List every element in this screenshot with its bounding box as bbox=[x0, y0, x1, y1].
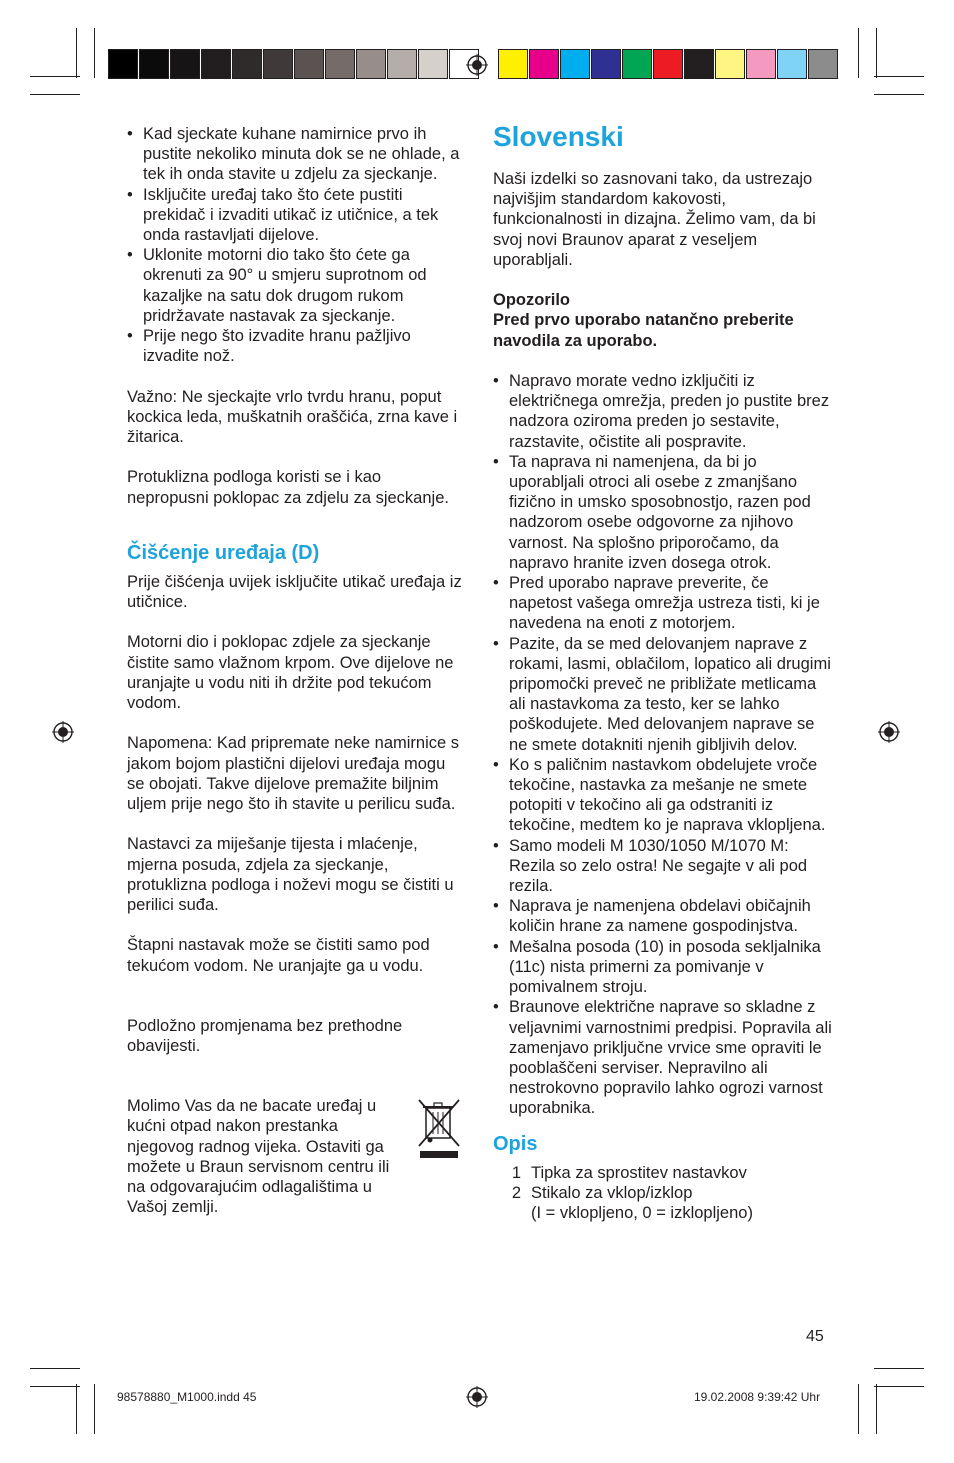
crop-mark bbox=[874, 1368, 924, 1369]
list-item: • Pred uporabo naprave preverite, če napetost vašega omrežja ustreza tisti, ki je navedena na enoti z motorjem. bbox=[493, 573, 833, 634]
item-text: Tipka za sprostitev nastavkov bbox=[531, 1163, 747, 1182]
color-bar bbox=[498, 49, 839, 81]
paragraph: Napomena: Kad pripremate neke namirnice s jakom bojom plastični dijelovi uređaja mogu se obojati. Takve dijelove premažite biljnim uljem prije nego što ih stavite u perilicu suđa. bbox=[127, 734, 460, 814]
paragraph-disposal: Molimo Vas da ne bacate uređaj u kućni otpad nakon prestanka njegovog radnog vijeka. Ostaviti ga možete u Braun servisnom centru ili na odgovarajućim odlagalištima u Vašoj zemlji. bbox=[127, 1097, 390, 1217]
grayscale-bar bbox=[108, 49, 480, 81]
safety-bullet-list bbox=[493, 371, 833, 1119]
item-number: 1 bbox=[511, 1163, 521, 1182]
paragraph: Motorni dio i poklopac zdjele za sjeckanje čistite samo vlažnom krpom. Ove dijelove ne uranjajte u vodu niti ih držite pod tekućom vodom. bbox=[127, 633, 454, 713]
color-swatch bbox=[232, 49, 262, 79]
list-item: • Prije nego što izvadite hranu pažljivo izvadite nož. bbox=[127, 326, 462, 366]
crop-mark bbox=[30, 1386, 80, 1387]
color-swatch bbox=[325, 49, 355, 79]
safety-bullet-list bbox=[127, 124, 462, 366]
paragraph: Prije čišćenja uvijek isključite utikač uređaja iz utičnice. bbox=[127, 572, 462, 612]
color-swatch bbox=[560, 49, 590, 79]
color-swatch bbox=[108, 49, 138, 79]
crop-mark bbox=[874, 76, 924, 77]
list-item: • Mešalna posoda (10) in posoda sekljalnika (11c) nista primerni za pomivanje v pomivalnem stroju. bbox=[493, 937, 833, 998]
item-text: Stikalo za vklop/izklop bbox=[531, 1183, 693, 1202]
paragraph: Nastavci za miješanje tijesta i mlaćenje, mjerna posuda, zdjela za sjeckanje, protuklizna podloga i noževi mogu se čistiti u perilici suđa. bbox=[127, 835, 454, 915]
color-swatch bbox=[622, 49, 652, 79]
color-swatch bbox=[201, 49, 231, 79]
crop-mark bbox=[30, 1368, 80, 1369]
color-swatch bbox=[684, 49, 714, 79]
crop-mark bbox=[858, 28, 859, 78]
color-swatch bbox=[777, 49, 807, 79]
crop-mark bbox=[30, 76, 80, 77]
list-item bbox=[493, 1163, 833, 1183]
list-item bbox=[493, 1183, 833, 1203]
list-item: • Isključite uređaj tako što ćete pustiti prekidač i izvaditi utikač iz utičnice, a tek onda rastavljati dijelove. bbox=[127, 185, 462, 246]
list-item: • Naprava je namenjena obdelavi običajnih količin hrane za namene gospodinjstva. bbox=[493, 896, 833, 936]
color-swatch bbox=[294, 49, 324, 79]
list-item: • Ta naprava ni namenjena, da bi jo uporabljali otroci ali osebe z zmanjšano fizično in umsko sposobnostjo, razen pod nadzorom osebe odgovorne za njihovo varnost. Na splošno priporočamo, da napravo hranite izven dosega otrok. bbox=[493, 452, 833, 573]
footer-filename: 98578880_M1000.indd 45 bbox=[117, 1390, 257, 1404]
color-swatch bbox=[653, 49, 683, 79]
left-column bbox=[127, 124, 462, 1217]
list-item: • Braunove električne naprave so skladne z veljavnimi varnostnimi predpisi. Popravila ali zamenjavo priključne vrvice sme opraviti le pooblaščeni serviser. Nepravilno ali nestrokovno popravilo lahko ogrozi varnost uporabnika. bbox=[493, 997, 833, 1118]
color-swatch bbox=[139, 49, 169, 79]
crop-mark bbox=[876, 28, 877, 78]
registration-mark-icon bbox=[466, 54, 488, 76]
paragraph-subject-to-change: Podložno promjenama bez prethodne obavijesti. bbox=[127, 1016, 403, 1056]
list-item: • Samo modeli M 1030/1050 M/1070 M: Rezila so zelo ostra! Ne segajte v ali pod rezila. bbox=[493, 836, 833, 897]
color-swatch bbox=[746, 49, 776, 79]
paragraph-important: Važno: Ne sjeckajte vrlo tvrdu hranu, poput kockica leda, muškatnih oraščića, zrna kave i žitarica. bbox=[127, 387, 458, 447]
list-item bbox=[493, 1203, 833, 1223]
warning-text: Pred prvo uporabo natančno preberite navodila za uporabo. bbox=[493, 311, 794, 350]
registration-mark-icon bbox=[466, 1386, 488, 1408]
crop-mark bbox=[76, 28, 77, 78]
registration-mark-icon bbox=[878, 721, 900, 743]
section-heading-description: Opis bbox=[493, 1132, 538, 1155]
color-swatch bbox=[263, 49, 293, 79]
page-title: Slovenski bbox=[493, 121, 624, 152]
color-swatch bbox=[808, 49, 838, 79]
list-item: • Pazite, da se med delovanjem naprave z rokami, lasmi, oblačilom, lopatico ali drugimi pripomočki preveč ne približate metlicama ali nastavkoma za testo, ker se lahko poškodujete. Med delovanjem naprave se ne smete dotakniti njenih gibljivih delov. bbox=[493, 634, 833, 755]
color-swatch bbox=[387, 49, 417, 79]
crop-mark bbox=[30, 94, 80, 95]
item-number: 2 bbox=[511, 1183, 521, 1202]
item-text: (I = vklopljeno, 0 = izklopljeno) bbox=[531, 1203, 753, 1222]
color-swatch bbox=[356, 49, 386, 79]
description-list bbox=[493, 1163, 833, 1224]
list-item: • Uklonite motorni dio tako što ćete ga okrenuti za 90° u smjeru suprotnom od kazaljke na satu dok drugom rukom pridržavate nastavak za sjeckanje. bbox=[127, 245, 462, 326]
warning-label: Opozorilo bbox=[493, 291, 570, 310]
footer-timestamp: 19.02.2008 9:39:42 Uhr bbox=[694, 1390, 821, 1404]
crop-mark bbox=[876, 1384, 877, 1434]
color-swatch bbox=[591, 49, 621, 79]
paragraph-intro: Naši izdelki so zasnovani tako, da ustrezajo najvišjim standardom kakovosti, funkcionalnosti in dizajna. Želimo vam, da bi svoj novi Braunov aparat z veseljem uporabljali. bbox=[493, 170, 816, 269]
list-item: • Kad sjeckate kuhane namirnice prvo ih pustite nekoliko minuta dok se ne ohlade, a tek ih onda stavite u zdjelu za sjeckanje. bbox=[127, 124, 462, 185]
section-heading-cleaning: Čišćenje uređaja (D) bbox=[127, 541, 320, 564]
paragraph: Štapni nastavak može se čistiti samo pod tekućom vodom. Ne uranjajte ga u vodu. bbox=[127, 936, 430, 975]
crop-mark bbox=[76, 1384, 77, 1434]
color-swatch bbox=[498, 49, 528, 79]
page-number: 45 bbox=[806, 1328, 824, 1345]
crop-mark bbox=[874, 1386, 924, 1387]
color-swatch bbox=[529, 49, 559, 79]
crop-mark bbox=[858, 1384, 859, 1434]
paragraph-antislip: Protuklizna podloga koristi se i kao nepropusni poklopac za zdjelu za sjeckanje. bbox=[127, 468, 449, 507]
crop-mark bbox=[94, 1384, 95, 1434]
weee-crossed-bin-icon bbox=[417, 1098, 461, 1160]
right-column bbox=[493, 120, 833, 1223]
color-swatch bbox=[715, 49, 745, 79]
color-swatch bbox=[170, 49, 200, 79]
crop-mark bbox=[94, 28, 95, 78]
color-swatch bbox=[418, 49, 448, 79]
list-item: • Napravo morate vedno izključiti iz električnega omrežja, preden jo pustite brez nadzora oziroma preden jo sestavite, razstavite, očistite ali pospravite. bbox=[493, 371, 833, 452]
crop-mark bbox=[874, 94, 924, 95]
list-item: • Ko s paličnim nastavkom obdelujete vroče tekočine, nastavka za mešanje ne smete potopiti v tekočino ali ga odstraniti iz tekočine, medtem ko je naprava vklopljena. bbox=[493, 755, 833, 836]
registration-mark-icon bbox=[52, 721, 74, 743]
